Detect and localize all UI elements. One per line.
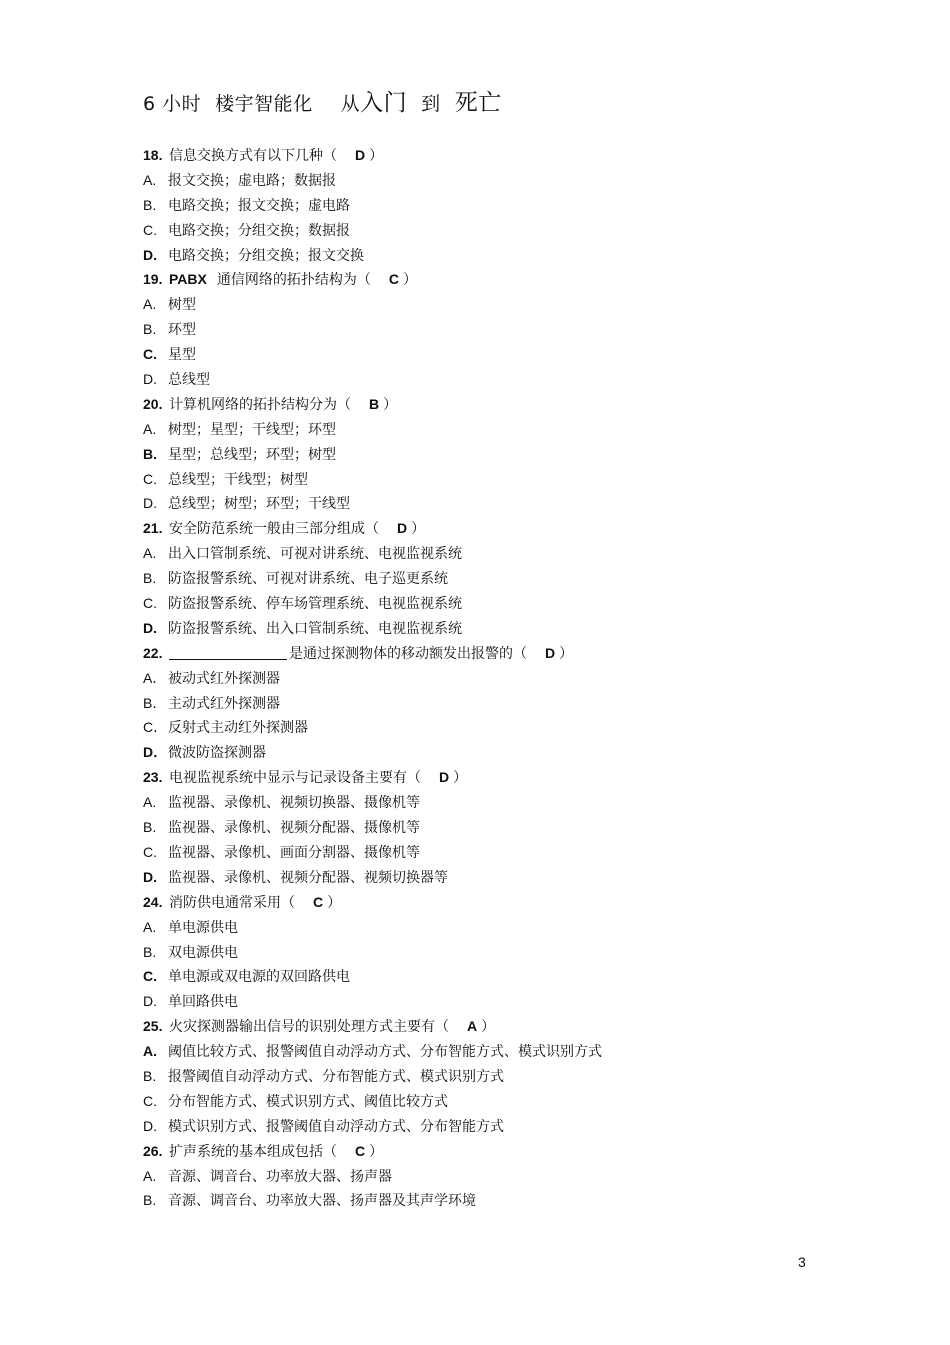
option-label: A. <box>143 545 157 562</box>
option-item <box>143 815 843 840</box>
title-part-from: 从 <box>340 93 361 115</box>
option-item <box>143 840 843 865</box>
question-close-paren: ） <box>481 1019 496 1036</box>
option-label: B． <box>143 694 167 711</box>
question-26 <box>143 1139 843 1164</box>
question-text: 电视监视系统中显示与记录设备主要有（ <box>169 770 421 787</box>
option-label: A. <box>143 794 157 811</box>
page-title <box>143 84 502 117</box>
question-23 <box>143 765 843 790</box>
option-text: 阈值比较方式、报警阈值自动浮动方式、分布智能方式、模式识别方式 <box>168 1044 602 1061</box>
option-label: C. <box>143 470 157 487</box>
option-label: B. <box>143 819 157 836</box>
question-close-paren: ） <box>559 645 574 662</box>
option-item <box>143 666 843 691</box>
question-close-paren: ） <box>327 894 342 911</box>
option-item <box>143 989 843 1014</box>
question-answer: B <box>369 395 380 412</box>
question-answer: D <box>439 769 450 786</box>
option-item <box>143 317 843 342</box>
question-20 <box>143 392 843 417</box>
question-number: 20. <box>143 395 163 412</box>
option-text: 星型 <box>168 347 196 364</box>
question-text: 火灾探测器输出信号的识别处理方式主要有（ <box>169 1019 449 1036</box>
option-text: 反射式主动红外探测器 <box>168 720 308 737</box>
option-item <box>143 292 843 317</box>
option-text: 微波防盗探测器 <box>168 745 266 762</box>
option-label: A. <box>143 1043 157 1060</box>
option-item <box>143 541 843 566</box>
option-item <box>143 1064 843 1089</box>
option-text: 总线型 <box>168 372 210 389</box>
option-item <box>143 1164 843 1189</box>
option-item <box>143 790 843 815</box>
option-text: 树型；星型；干线型；环型 <box>168 421 336 438</box>
question-number: 24. <box>143 893 163 910</box>
fill-in-blank <box>169 645 287 660</box>
option-text: 星型；总线型；环型；树型 <box>168 446 336 463</box>
option-item <box>143 591 843 616</box>
question-answer: D <box>355 147 366 163</box>
option-text: 分布智能方式、模式识别方式、阈值比较方式 <box>168 1093 448 1110</box>
question-number: 22. <box>143 644 163 661</box>
option-label: B. <box>143 321 157 338</box>
option-text: 电路交换；报文交换；虚电路 <box>168 197 350 214</box>
option-text: 音源、调音台、功率放大器、扬声器 <box>168 1168 392 1185</box>
question-number: 26. <box>143 1142 163 1159</box>
option-item <box>143 342 843 367</box>
option-text: 报文交换；虚电路；数据报 <box>168 172 336 189</box>
option-label: D. <box>143 246 157 263</box>
option-item <box>143 1188 843 1213</box>
option-text: 被动式红外探测器 <box>168 670 280 687</box>
question-text: 扩声系统的基本组成包括（ <box>169 1143 337 1160</box>
option-label: B. <box>143 196 157 213</box>
option-item <box>143 915 843 940</box>
question-answer: D <box>397 520 408 537</box>
option-item <box>143 715 843 740</box>
question-text: 信息交换方式有以下几种（ <box>169 148 337 164</box>
option-text: 总线型；干线型；树型 <box>168 471 308 488</box>
question-answer: D <box>545 644 556 661</box>
question-text: 消防供电通常采用（ <box>169 894 295 911</box>
question-close-paren: ） <box>383 396 398 413</box>
option-item <box>143 940 843 965</box>
option-item <box>143 218 843 243</box>
question-19 <box>143 267 843 292</box>
option-text: 单电源或双电源的双回路供电 <box>168 969 350 986</box>
question-22 <box>143 641 843 666</box>
option-label: B. <box>143 1192 157 1209</box>
option-label: C. <box>143 1092 157 1109</box>
option-text: 报警阈值自动浮动方式、分布智能方式、模式识别方式 <box>168 1068 504 1085</box>
option-label: B. <box>143 1067 157 1084</box>
question-24 <box>143 890 843 915</box>
title-part-subject: 楼宇智能化 <box>215 93 313 115</box>
option-item <box>143 1114 843 1139</box>
question-number: 23. <box>143 769 163 786</box>
question-close-paren: ） <box>369 148 384 164</box>
question-close-paren: ） <box>369 1143 384 1160</box>
option-item <box>143 740 843 765</box>
question-text: 通信网络的拓扑结构为（ <box>216 272 371 289</box>
question-list <box>143 143 843 1213</box>
option-label: D. <box>143 619 157 636</box>
question-text: 是通过探测物体的移动额发出报警的（ <box>289 645 527 662</box>
option-item <box>143 467 843 492</box>
option-label: D. <box>143 868 157 885</box>
option-label: A. <box>143 420 157 437</box>
option-label: C. <box>143 595 157 612</box>
option-label: D. <box>143 1117 157 1134</box>
option-text: 总线型；树型；环型；干线型 <box>168 496 350 513</box>
question-answer: C <box>355 1142 366 1159</box>
option-label: A． <box>143 669 167 686</box>
question-25 <box>143 1014 843 1039</box>
option-label: A. <box>143 1167 157 1184</box>
option-text: 监视器、录像机、视频分配器、视频切换器等 <box>168 869 448 886</box>
option-label: C. <box>143 346 157 363</box>
option-label: C. <box>143 968 157 985</box>
option-text: 防盗报警系统、可视对讲系统、电子巡更系统 <box>168 571 448 588</box>
option-text: 双电源供电 <box>168 944 238 961</box>
option-label: D． <box>143 744 168 761</box>
option-label: D. <box>143 495 157 512</box>
option-item <box>143 442 843 467</box>
option-label: A. <box>143 918 157 935</box>
option-text: 防盗报警系统、停车场管理系统、电视监视系统 <box>168 596 462 613</box>
option-item <box>143 168 843 193</box>
question-answer: C <box>313 893 324 910</box>
option-item <box>143 193 843 218</box>
title-part-death: 死亡 <box>454 90 502 116</box>
option-item <box>143 566 843 591</box>
question-18 <box>143 143 843 168</box>
question-number: 25. <box>143 1018 163 1035</box>
option-item <box>143 616 843 641</box>
option-text: 监视器、录像机、画面分割器、摄像机等 <box>168 844 420 861</box>
option-label: C． <box>143 719 168 736</box>
option-label: D. <box>143 371 157 388</box>
option-text: 单回路供电 <box>168 994 238 1011</box>
question-21 <box>143 516 843 541</box>
option-text: 出入口管制系统、可视对讲系统、电视监视系统 <box>168 546 462 563</box>
question-number: 19. <box>143 271 163 288</box>
option-text: 环型 <box>168 322 196 339</box>
question-answer: A <box>467 1018 478 1035</box>
question-text: 安全防范系统一般由三部分组成（ <box>169 521 379 538</box>
option-label: B. <box>143 445 157 462</box>
question-prefix: PABX <box>169 271 207 288</box>
option-text: 监视器、录像机、视频切换器、摄像机等 <box>168 795 420 812</box>
option-item <box>143 1089 843 1114</box>
option-label: B. <box>143 570 157 587</box>
title-part-hours: 6 小时 <box>143 93 202 115</box>
option-item <box>143 691 843 716</box>
title-part-entry: 入门 <box>360 90 408 116</box>
option-text: 单电源供电 <box>168 919 238 936</box>
option-item <box>143 417 843 442</box>
option-item <box>143 964 843 989</box>
option-text: 音源、调音台、功率放大器、扬声器及其声学环境 <box>168 1193 476 1210</box>
question-close-paren: ） <box>453 770 468 787</box>
option-item <box>143 367 843 392</box>
option-label: D. <box>143 993 157 1010</box>
option-label: A. <box>143 296 157 313</box>
option-label: C. <box>143 843 157 860</box>
option-label: B. <box>143 943 157 960</box>
option-text: 防盗报警系统、出入口管制系统、电视监视系统 <box>168 620 462 637</box>
option-item <box>143 491 843 516</box>
option-label: A. <box>143 171 157 188</box>
option-item <box>143 865 843 890</box>
option-text: 树型 <box>168 297 196 314</box>
question-number: 21. <box>143 520 163 537</box>
option-text: 电路交换；分组交换；报文交换 <box>168 247 364 264</box>
option-text: 电路交换；分组交换；数据报 <box>168 222 350 239</box>
question-text: 计算机网络的拓扑结构分为（ <box>169 396 351 413</box>
option-text: 模式识别方式、报警阈值自动浮动方式、分布智能方式 <box>168 1118 504 1135</box>
option-item <box>143 1039 843 1064</box>
option-text: 主动式红外探测器 <box>168 695 280 712</box>
question-answer: C <box>388 271 399 288</box>
title-part-to: 到 <box>421 93 441 115</box>
page-number: 3 <box>798 1254 806 1270</box>
question-close-paren: ） <box>402 272 417 289</box>
option-label: C. <box>143 221 157 238</box>
question-close-paren: ） <box>411 521 426 538</box>
question-number: 18. <box>143 147 163 163</box>
option-text: 监视器、录像机、视频分配器、摄像机等 <box>168 820 420 837</box>
option-item <box>143 243 843 268</box>
